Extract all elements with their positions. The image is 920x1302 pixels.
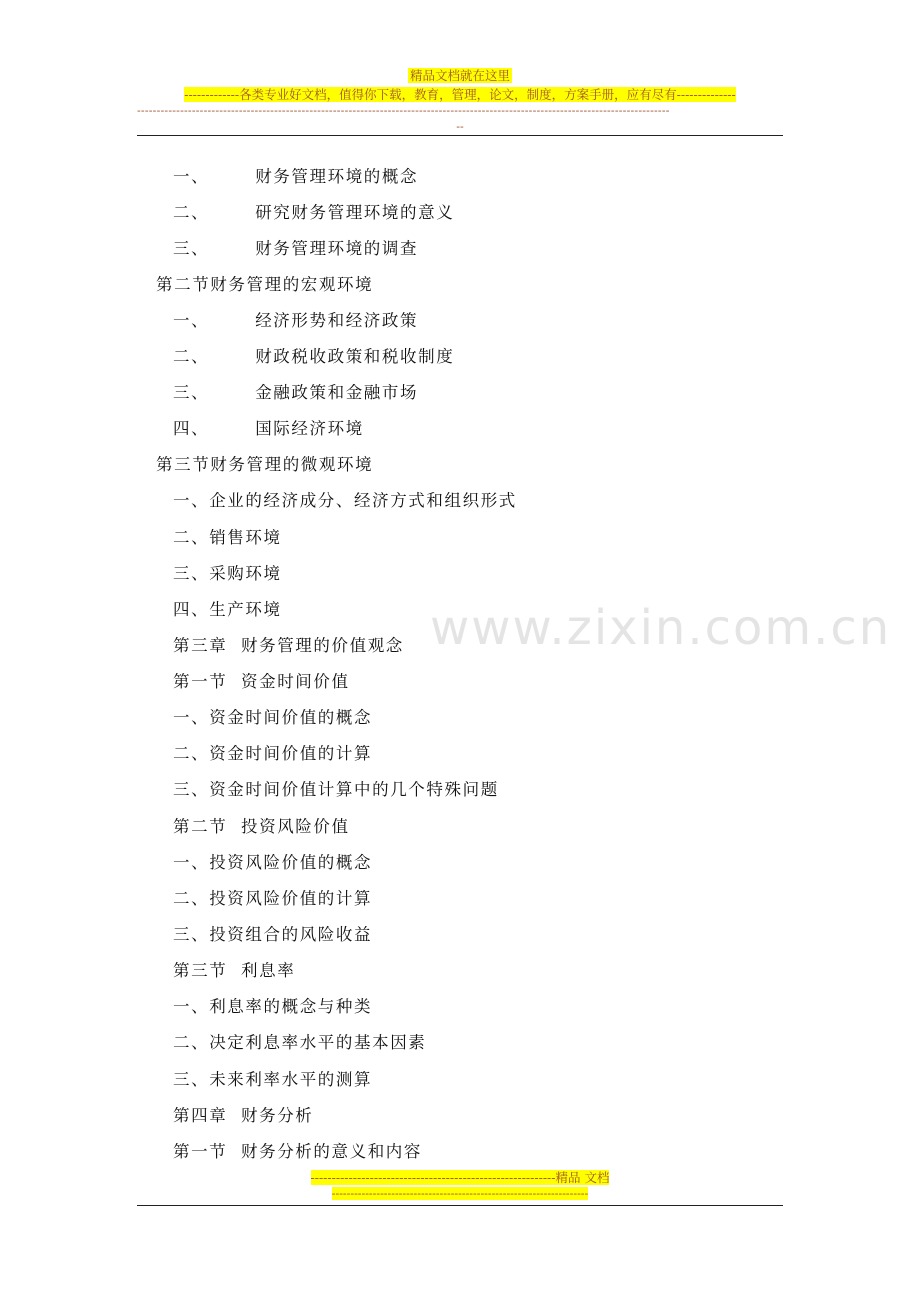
toc-entry: 三、 金融政策和金融市场 bbox=[173, 383, 419, 402]
toc-entry: 二、 研究财务管理环境的意义 bbox=[173, 203, 455, 222]
toc-entry: 一、企业的经济成分、经济方式和组织形式 bbox=[173, 491, 517, 510]
toc-entry: 一、 财务管理环境的概念 bbox=[173, 167, 419, 186]
toc-entry: 四、 国际经济环境 bbox=[173, 419, 364, 438]
section-heading: 第三节 利息率 bbox=[173, 961, 296, 980]
toc-entry: 三、采购环境 bbox=[173, 564, 282, 583]
section-heading: 第一节 财务分析的意义和内容 bbox=[173, 1142, 422, 1161]
footer-rule bbox=[137, 1205, 783, 1206]
toc-entry: 二、资金时间价值的计算 bbox=[173, 744, 373, 763]
section-heading: 第三节财务管理的微观环境 bbox=[156, 455, 374, 474]
header-tagline: -------------各类专业好文档，值得你下载，教育，管理，论文，制度，方案手册，应有尽有-------------- bbox=[184, 87, 736, 102]
header-rule bbox=[137, 135, 783, 136]
chapter-heading: 第三章 财务管理的价值观念 bbox=[173, 636, 404, 655]
toc-entry: 一、投资风险价值的概念 bbox=[173, 853, 373, 872]
footer-dash-line: --------------------------------------------------------------------- bbox=[331, 1187, 589, 1200]
toc-entry: 二、 财政税收政策和税收制度 bbox=[173, 347, 455, 366]
toc-entry: 一、利息率的概念与种类 bbox=[173, 997, 373, 1016]
footer-line: ----------------------------------------------------------精品 文档 bbox=[310, 1170, 610, 1185]
section-heading: 第一节 资金时间价值 bbox=[173, 672, 350, 691]
header-dash-line: ---------------------------------------------------------------------------------------------------------------------------------------- bbox=[137, 104, 670, 117]
toc-entry: 三、 财务管理环境的调查 bbox=[173, 239, 419, 258]
toc-entry: 三、未来利率水平的测算 bbox=[173, 1070, 373, 1089]
toc-entry: 一、 经济形势和经济政策 bbox=[173, 311, 419, 330]
section-heading: 第二节 投资风险价值 bbox=[173, 817, 350, 836]
toc-entry: 三、投资组合的风险收益 bbox=[173, 925, 373, 944]
toc-entry: 四、生产环境 bbox=[173, 600, 282, 619]
toc-entry: 二、决定利息率水平的基本因素 bbox=[173, 1033, 427, 1052]
header-dash-tail: -- bbox=[456, 120, 464, 133]
section-heading: 第二节财务管理的宏观环境 bbox=[156, 275, 374, 294]
watermark-text: www.zixin.com.cn bbox=[430, 600, 892, 656]
toc-entry: 一、资金时间价值的概念 bbox=[173, 708, 373, 727]
toc-entry: 三、资金时间价值计算中的几个特殊问题 bbox=[173, 780, 499, 799]
toc-entry: 二、销售环境 bbox=[173, 528, 282, 547]
chapter-heading: 第四章 财务分析 bbox=[173, 1106, 314, 1125]
header-title: 精品文档就在这里 bbox=[409, 68, 510, 83]
toc-entry: 二、投资风险价值的计算 bbox=[173, 889, 373, 908]
